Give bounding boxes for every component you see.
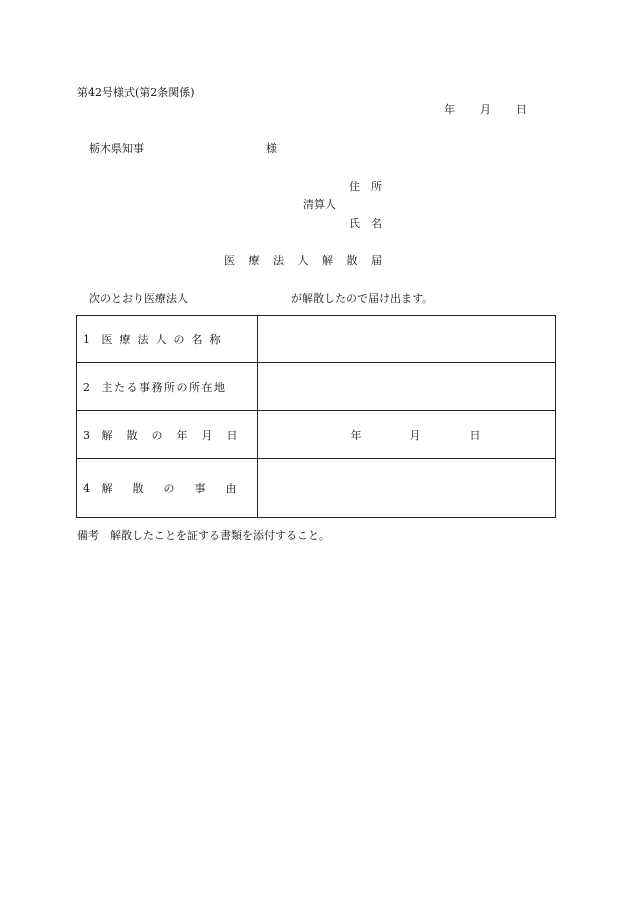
row-number: 3 xyxy=(83,428,90,442)
applicant-address-label: 住 所 xyxy=(349,180,382,193)
applicant-name-label: 氏 名 xyxy=(349,217,382,230)
row-value-cell[interactable] xyxy=(257,316,556,363)
date-month-label: 月 xyxy=(480,103,491,116)
row-label-cell xyxy=(77,363,258,411)
remarks: 備考 解散したことを証する書類を添付すること。 xyxy=(77,529,330,542)
row-number: 1 xyxy=(83,333,90,346)
date-day-label: 日 xyxy=(469,428,481,442)
date-day-label: 日 xyxy=(516,103,527,116)
date-year-label: 年 xyxy=(444,103,455,116)
addressee-name: 栃木県知事 xyxy=(89,142,144,155)
form-table xyxy=(76,315,556,518)
row-label: 解散の年月日 xyxy=(101,428,252,442)
row-label: 主たる事務所の所在地 xyxy=(101,380,227,394)
date-year-label: 年 xyxy=(350,428,362,442)
table-row xyxy=(77,411,556,459)
body-text-after: が解散したので届け出ます。 xyxy=(291,292,434,305)
row-value-cell[interactable] xyxy=(257,459,556,518)
table-row xyxy=(77,459,556,518)
table-row xyxy=(77,316,556,363)
row-value-cell[interactable] xyxy=(257,363,556,411)
addressee-honorific: 様 xyxy=(266,142,277,155)
row-label-cell xyxy=(77,316,258,363)
date-month-label: 月 xyxy=(409,428,421,442)
row-label-cell xyxy=(77,411,258,459)
document-title: 医 療 法 人 解 散 届 xyxy=(224,254,382,267)
row-number: 4 xyxy=(83,482,90,495)
row-number: 2 xyxy=(83,380,90,394)
row-label: 医療法人の名称 xyxy=(101,333,228,346)
row-value-cell[interactable] xyxy=(257,411,556,459)
table-row xyxy=(77,363,556,411)
row-label: 解散の事由 xyxy=(101,482,257,495)
row-label-cell xyxy=(77,459,258,518)
body-text-before: 次のとおり医療法人 xyxy=(89,292,188,305)
form-number: 第42号様式(第2条関係) xyxy=(77,86,195,99)
applicant-role: 清算人 xyxy=(303,198,336,211)
